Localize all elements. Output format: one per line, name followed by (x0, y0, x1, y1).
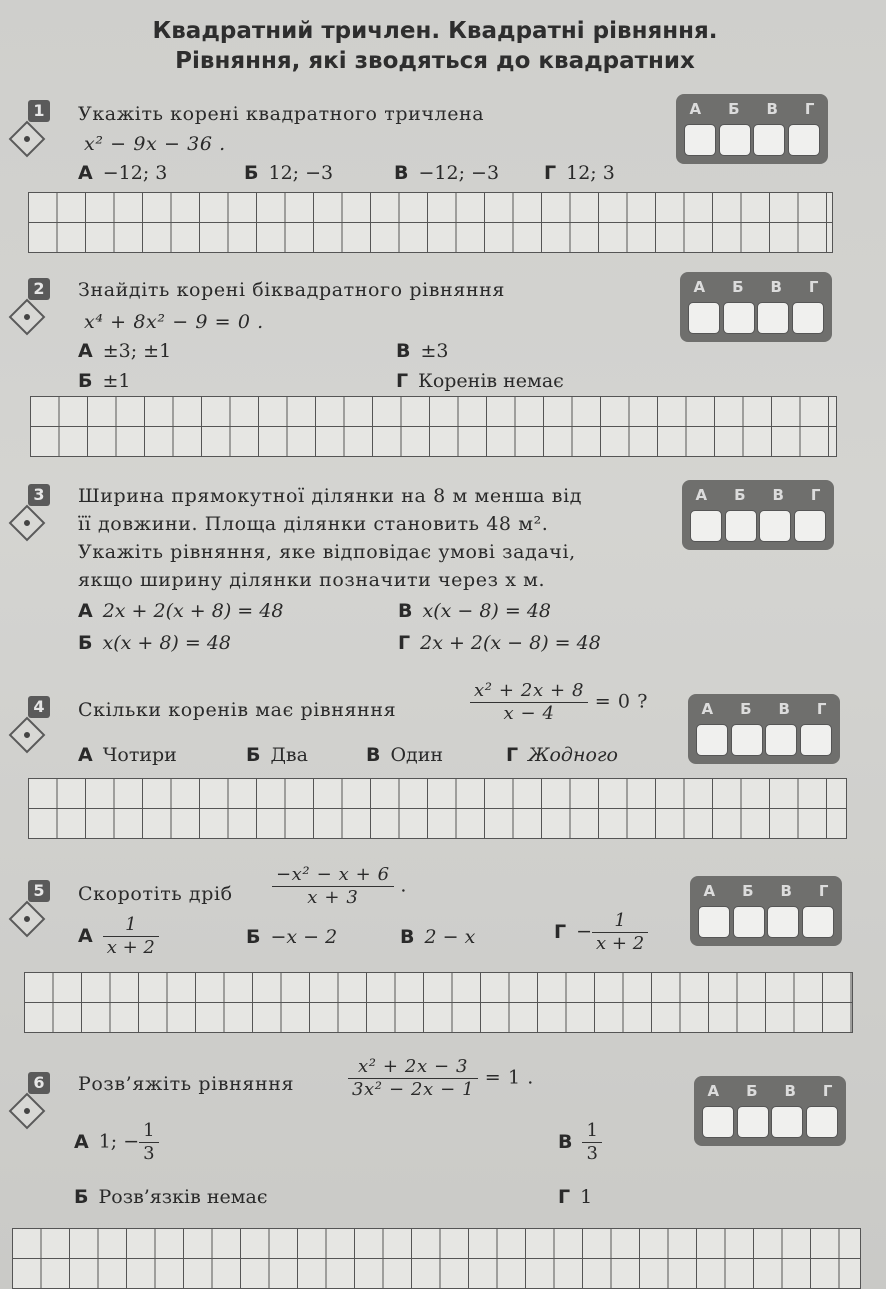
option-value: Два (270, 744, 308, 766)
option-a[interactable] (78, 914, 159, 959)
option-a[interactable] (78, 598, 283, 624)
option-letter: Б (78, 370, 93, 392)
option-d[interactable] (544, 160, 615, 186)
answer-letter: Г (810, 486, 821, 504)
answer-cell-b[interactable] (737, 1106, 769, 1138)
question-equation (348, 1056, 534, 1101)
option-d[interactable] (506, 742, 618, 768)
option-letter: Г (544, 162, 557, 184)
option-letter: Б (244, 162, 259, 184)
working-grid[interactable] (28, 192, 833, 253)
answer-cell-a[interactable] (698, 906, 730, 938)
option-value: ±3; ±1 (102, 340, 172, 362)
answer-cell-b[interactable] (719, 124, 751, 156)
answer-letter: Г (808, 278, 819, 296)
fraction-numerator: 1 (139, 1120, 158, 1143)
option-c[interactable] (366, 742, 443, 768)
answer-letter: Г (818, 882, 829, 900)
answer-cell-b[interactable] (731, 724, 763, 756)
option-b[interactable] (78, 368, 131, 394)
fraction-denominator: x + 3 (307, 887, 359, 908)
fraction-numerator: 1 (582, 1120, 601, 1143)
option-letter: А (78, 924, 93, 947)
answer-letter: Б (728, 100, 740, 118)
answer-cell-a[interactable] (696, 724, 728, 756)
answer-letter: В (784, 1082, 796, 1100)
option-fraction (592, 910, 648, 955)
answer-cell-d[interactable] (794, 510, 826, 542)
option-d[interactable] (396, 368, 564, 394)
option-c[interactable] (394, 160, 499, 186)
option-letter: Б (246, 744, 261, 766)
equation-fraction (348, 1056, 478, 1101)
expression-fraction (272, 864, 394, 909)
option-letter: Б (74, 1186, 89, 1208)
working-grid[interactable] (24, 972, 853, 1033)
option-letter: Б (78, 632, 93, 654)
option-value: Жодного (528, 744, 618, 766)
difficulty-diamond-icon (9, 505, 46, 542)
option-a[interactable] (78, 338, 171, 364)
answer-cell-b[interactable] (723, 302, 755, 334)
option-d[interactable] (558, 1184, 592, 1210)
option-c[interactable] (398, 598, 551, 624)
task-number: 6 (28, 1072, 50, 1094)
answer-box (680, 272, 832, 342)
answer-letter: Г (816, 700, 827, 718)
question-text: Скільки коренів має рівняння (78, 699, 397, 721)
answer-cell-c[interactable] (767, 906, 799, 938)
difficulty-diamond-icon (9, 1093, 46, 1130)
question-equation (470, 680, 648, 725)
page-title (90, 16, 780, 76)
answer-cell-d[interactable] (806, 1106, 838, 1138)
answer-letter: Г (804, 100, 815, 118)
option-letter: Г (506, 744, 519, 766)
fraction-denominator: x + 2 (596, 933, 645, 954)
fraction-numerator: 1 (592, 910, 648, 933)
option-letter: В (398, 600, 413, 622)
answer-letter: А (695, 486, 708, 504)
answer-cell-d[interactable] (788, 124, 820, 156)
fraction-denominator: x − 4 (503, 703, 555, 724)
answer-cell-d[interactable] (792, 302, 824, 334)
question-line-1: Ширина прямокутної ділянки на 8 м менша від (78, 485, 583, 507)
task-number: 1 (28, 100, 50, 122)
fraction-denominator: 3x² − 2x − 1 (352, 1079, 475, 1100)
answer-box (694, 1076, 846, 1146)
question-expression: x² − 9x − 36 . (84, 133, 226, 155)
option-value: ±3 (420, 340, 449, 362)
task-number: 5 (28, 880, 50, 902)
fraction-denominator: 3 (143, 1143, 155, 1164)
answer-cell-a[interactable] (690, 510, 722, 542)
option-b[interactable] (244, 160, 333, 186)
option-value: x(x − 8) = 48 (422, 600, 552, 622)
option-value: Коренів немає (418, 370, 564, 392)
option-letter: А (78, 744, 93, 766)
question-text: Розв’яжіть рівняння (78, 1073, 295, 1095)
option-a[interactable] (78, 160, 167, 186)
expression-tail: . (400, 874, 407, 897)
question-text: Знайдіть корені біквадратного рівняння (78, 279, 506, 301)
fraction-denominator: x + 2 (106, 937, 155, 958)
option-b[interactable] (246, 924, 337, 950)
answer-letter: А (693, 278, 706, 296)
option-value: Чотири (102, 744, 177, 766)
answer-letter: В (772, 486, 784, 504)
question-line-4: якщо ширину ділянки позначити через x м. (78, 569, 546, 591)
option-letter: А (78, 600, 93, 622)
option-value: −12; 3 (102, 162, 168, 184)
answer-cell-b[interactable] (733, 906, 765, 938)
answer-letter: А (707, 1082, 720, 1100)
working-grid[interactable] (30, 396, 837, 457)
option-letter: Б (246, 926, 261, 948)
option-letter: А (78, 162, 93, 184)
option-letter: В (558, 1130, 573, 1153)
option-value: Розв’язків немає (98, 1186, 268, 1208)
equation-fraction (470, 680, 588, 725)
option-value: 12; −3 (268, 162, 334, 184)
question-text: Укажіть корені квадратного тричлена (78, 103, 485, 125)
task-number: 3 (28, 484, 50, 506)
question-expression: x⁴ + 8x² − 9 = 0 . (84, 311, 264, 333)
working-grid[interactable] (28, 778, 847, 839)
answer-letter: Г (822, 1082, 833, 1100)
option-a[interactable] (74, 1120, 159, 1165)
title-line-1: Квадратний тричлен. Квадратні рівняння. (152, 18, 718, 44)
option-fraction (139, 1120, 158, 1165)
option-value: x(x + 8) = 48 (102, 632, 232, 654)
fraction-numerator: 1 (103, 914, 159, 937)
task-number: 4 (28, 696, 50, 718)
question-line-2: її довжини. Площа ділянки становить 48 м². (78, 513, 549, 535)
option-letter: А (74, 1130, 89, 1153)
difficulty-diamond-icon (9, 299, 46, 336)
difficulty-diamond-icon (9, 121, 46, 158)
option-value: ±1 (102, 370, 131, 392)
option-value: −12; −3 (418, 162, 500, 184)
option-c[interactable] (396, 338, 449, 364)
answer-letter: Б (746, 1082, 758, 1100)
option-fraction (582, 1120, 601, 1165)
answer-cell-c[interactable] (771, 1106, 803, 1138)
equation-tail: = 0 ? (594, 690, 648, 713)
option-letter: Г (398, 632, 411, 654)
option-value: 1 (580, 1186, 593, 1208)
option-b[interactable] (74, 1184, 268, 1210)
option-letter: Г (554, 920, 567, 943)
option-letter: А (78, 340, 93, 362)
task-number: 2 (28, 278, 50, 300)
answer-cell-c[interactable] (765, 724, 797, 756)
option-value: −x − 2 (270, 926, 338, 948)
answer-cell-c[interactable] (753, 124, 785, 156)
answer-box (688, 694, 840, 764)
answer-cell-d[interactable] (802, 906, 834, 938)
fraction-denominator: 3 (586, 1143, 598, 1164)
option-fraction (103, 914, 159, 959)
answer-box (682, 480, 834, 550)
question-expression (272, 864, 407, 909)
option-c[interactable] (558, 1120, 602, 1165)
answer-cell-a[interactable] (688, 302, 720, 334)
option-a[interactable] (78, 742, 177, 768)
answer-letter: В (766, 100, 778, 118)
fraction-numerator: −x² − x + 6 (272, 864, 394, 887)
answer-letter: Б (734, 486, 746, 504)
option-value: 2x + 2(x − 8) = 48 (420, 632, 601, 654)
answer-letter: Б (742, 882, 754, 900)
option-letter: В (366, 744, 381, 766)
option-d[interactable] (554, 910, 648, 955)
answer-cell-c[interactable] (757, 302, 789, 334)
fraction-numerator: x² + 2x + 8 (470, 680, 588, 703)
answer-cell-a[interactable] (702, 1106, 734, 1138)
option-value: 2x + 2(x + 8) = 48 (102, 600, 284, 622)
answer-box (690, 876, 842, 946)
answer-letter: В (770, 278, 782, 296)
answer-cell-d[interactable] (800, 724, 832, 756)
question-text: Скоротіть дріб (78, 883, 233, 905)
question-line-3: Укажіть рівняння, яке відповідає умові задачі, (78, 541, 576, 563)
option-letter: В (400, 926, 415, 948)
option-letter: В (394, 162, 409, 184)
answer-letter: Б (732, 278, 744, 296)
answer-cell-b[interactable] (725, 510, 757, 542)
option-prefix: − (576, 920, 593, 943)
option-value: Один (390, 744, 444, 766)
title-line-2: Рівняння, які зводяться до квадратних (175, 48, 695, 74)
option-letter: Г (396, 370, 409, 392)
option-d[interactable] (398, 630, 601, 656)
answer-box (676, 94, 828, 164)
answer-letter: В (780, 882, 792, 900)
difficulty-diamond-icon (9, 901, 46, 938)
option-value: 2 − x (424, 926, 476, 948)
option-b[interactable] (246, 742, 308, 768)
equation-tail: = 1 . (484, 1066, 534, 1089)
answer-letter: А (703, 882, 716, 900)
answer-cell-c[interactable] (759, 510, 791, 542)
option-value: 12; 3 (566, 162, 615, 184)
option-b[interactable] (78, 630, 231, 656)
difficulty-diamond-icon (9, 717, 46, 754)
fraction-numerator: x² + 2x − 3 (348, 1056, 478, 1079)
answer-letter: А (701, 700, 714, 718)
answer-cell-a[interactable] (684, 124, 716, 156)
answer-letter: А (689, 100, 702, 118)
option-letter: Г (558, 1186, 571, 1208)
option-letter: В (396, 340, 411, 362)
option-prefix: 1; − (98, 1130, 140, 1153)
answer-letter: В (778, 700, 790, 718)
option-c[interactable] (400, 924, 475, 950)
answer-letter: Б (740, 700, 752, 718)
